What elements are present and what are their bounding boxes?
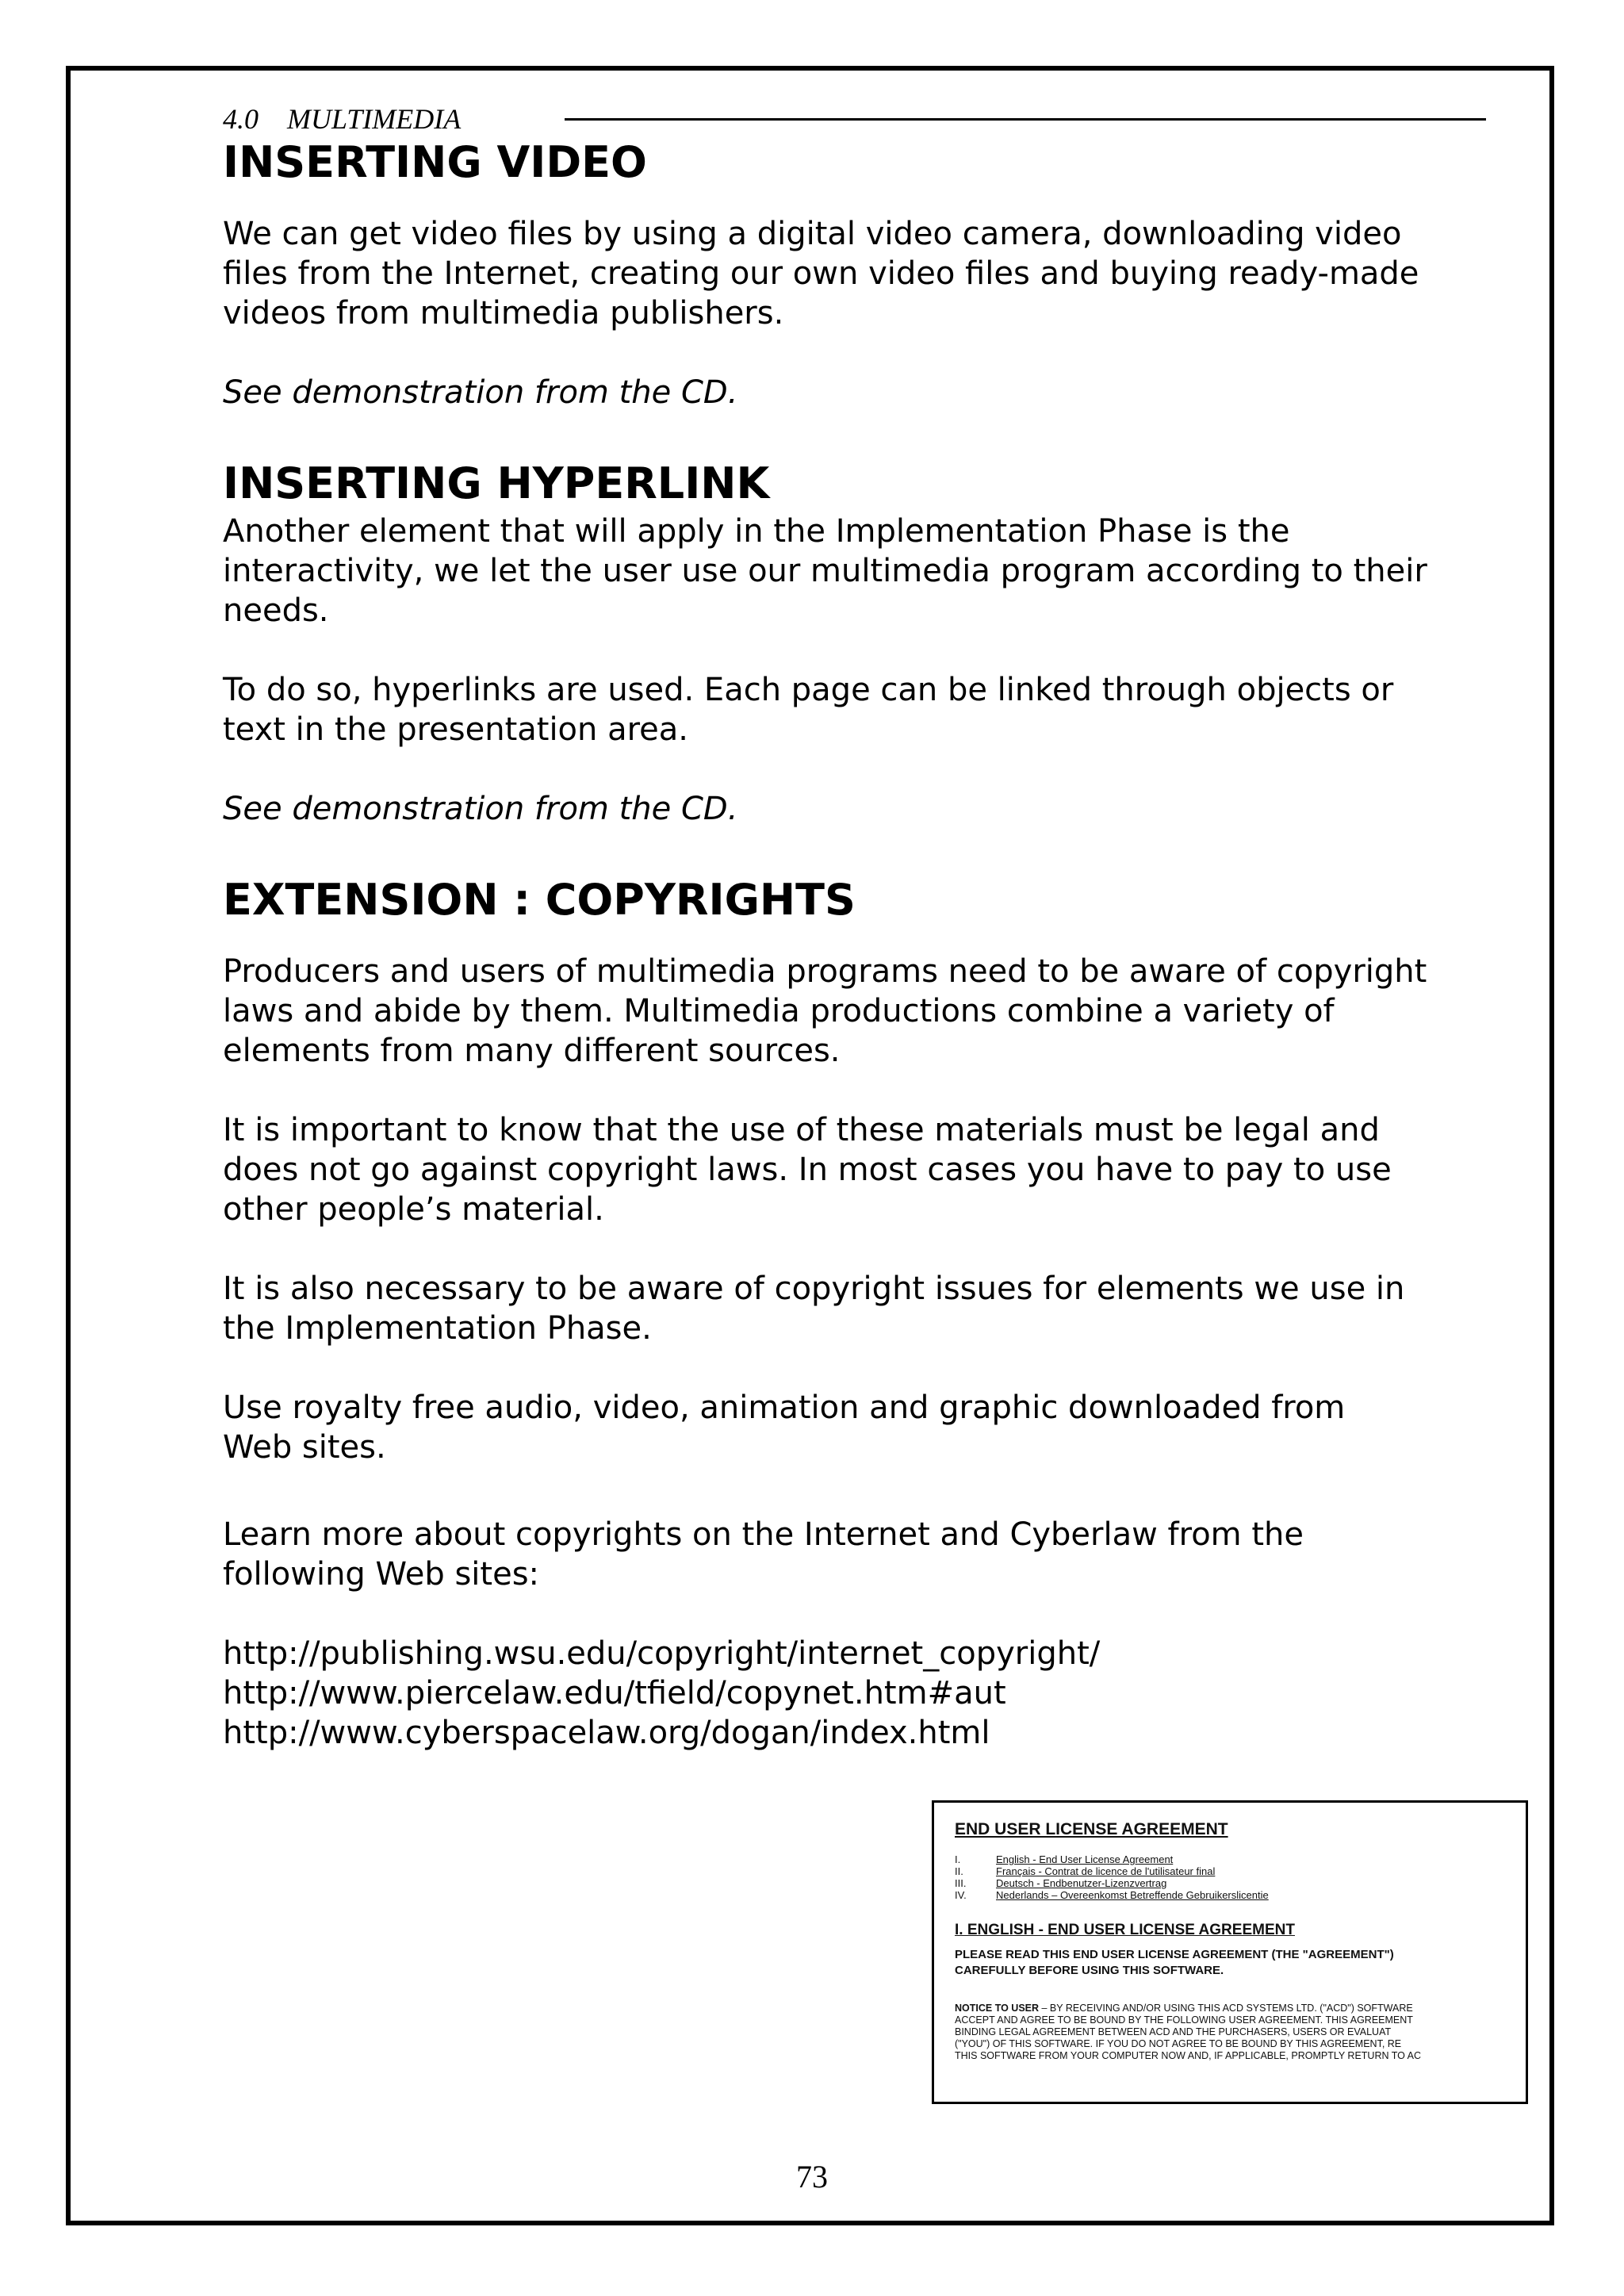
- heading-extension-copyrights: EXTENSION : COPYRIGHTS: [223, 875, 856, 925]
- copyrights-paragraph-1: Producers and users of multimedia programs need to be aware of copyright laws and abide by them. Multimedia productions combine a variety of elements from many different sources.: [223, 953, 1427, 1069]
- eula-subtitle: I. ENGLISH - END USER LICENSE AGREEMENT: [955, 1922, 1295, 1938]
- eula-notice-text: – BY RECEIVING AND/OR USING THIS ACD SYSTEMS LTD. ("ACD") SOFTWARE ACCEPT AND AGREE TO BE BOUND BY THE FOLLOWING USER AGREEMENT. THIS AGREEMENT BINDING LEGAL AGREEMENT BETWEEN ACD AND THE PURCHASERS, USERS OR EVALUAT ("YOU") OF THIS SOFTWARE. IF YOU DO NOT AGREE TO BE BOUND BY THIS AGREEMENT, RE THIS SOFTWARE FROM YOUR COMPUTER NOW AND, IF APPLICABLE, PROMPTLY RETURN TO AC: [955, 2003, 1422, 2061]
- eula-toc-link[interactable]: Deutsch - Endbenutzer-Lizenzvertrag: [996, 1877, 1167, 1889]
- copyrights-paragraph-2: It is important to know that the use of these materials must be legal and does not go against copyright laws. In most cases you have to pay to use other people’s material.: [223, 1112, 1392, 1228]
- eula-toc-link[interactable]: Nederlands – Overeenkomst Betreffende Gebruikerslicentie: [996, 1889, 1269, 1901]
- eula-notice: [955, 2003, 1528, 2062]
- video-paragraph: We can get video files by using a digital video camera, downloading video files from the Internet, creating our own video files and buying ready-made videos from multimedia publishers.: [223, 216, 1419, 332]
- eula-toc-item: [955, 1853, 1528, 1865]
- eula-toc-number: II.: [955, 1865, 963, 1877]
- eula-toc-item: [955, 1877, 1528, 1889]
- eula-notice-label: NOTICE TO USER: [955, 2003, 1040, 2014]
- copyright-link[interactable]: http://www.cyberspacelaw.org/dogan/index.html: [223, 1715, 990, 1751]
- eula-toc-number: III.: [955, 1877, 967, 1889]
- hyperlink-paragraph-2: To do so, hyperlinks are used. Each page can be linked through objects or text in the presentation area.: [223, 672, 1394, 748]
- heading-inserting-video: INSERTING VIDEO: [223, 137, 647, 187]
- eula-toc-number: I.: [955, 1853, 961, 1865]
- hyperlink-demo-note: See demonstration from the CD.: [223, 791, 738, 827]
- video-demo-note: See demonstration from the CD.: [223, 374, 738, 411]
- eula-toc-number: IV.: [955, 1889, 967, 1901]
- eula-toc: [955, 1853, 1528, 1901]
- page-content: [223, 135, 1492, 1753]
- heading-inserting-hyperlink: INSERTING HYPERLINK: [223, 458, 770, 508]
- copyright-links-list: [223, 1634, 1492, 1753]
- header-rule: [565, 118, 1486, 121]
- hyperlink-paragraph-1: Another element that will apply in the Implementation Phase is the interactivity, we let the user use our multimedia program according to their needs.: [223, 513, 1427, 629]
- eula-toc-item: [955, 1889, 1528, 1901]
- copyrights-paragraph-4: Use royalty free audio, video, animation and graphic downloaded from Web sites.: [223, 1389, 1346, 1466]
- eula-toc-link[interactable]: Français - Contrat de licence de l'utilisateur final: [996, 1865, 1216, 1877]
- copyright-link[interactable]: http://www.piercelaw.edu/tfield/copynet.htm#aut: [223, 1675, 1006, 1711]
- eula-content: [955, 1820, 1528, 2062]
- copyrights-paragraph-3: It is also necessary to be aware of copyright issues for elements we use in the Implementation Phase.: [223, 1271, 1405, 1347]
- eula-title: END USER LICENSE AGREEMENT: [955, 1820, 1228, 1838]
- copyrights-paragraph-5: Learn more about copyrights on the Internet and Cyberlaw from the following Web sites:: [223, 1516, 1304, 1593]
- eula-toc-item: [955, 1865, 1528, 1877]
- page-number: 73: [796, 2159, 828, 2194]
- eula-toc-link[interactable]: English - End User License Agreement: [996, 1853, 1174, 1865]
- eula-please-read: PLEASE READ THIS END USER LICENSE AGREEMENT (THE "AGREEMENT") CAREFULLY BEFORE USING THIS SOFTWARE.: [955, 1948, 1394, 1977]
- copyright-link[interactable]: http://publishing.wsu.edu/copyright/internet_copyright/: [223, 1635, 1101, 1672]
- running-header: 4.0 MULTIMEDIA: [223, 103, 462, 135]
- eula-screenshot-figure: [932, 1800, 1528, 2104]
